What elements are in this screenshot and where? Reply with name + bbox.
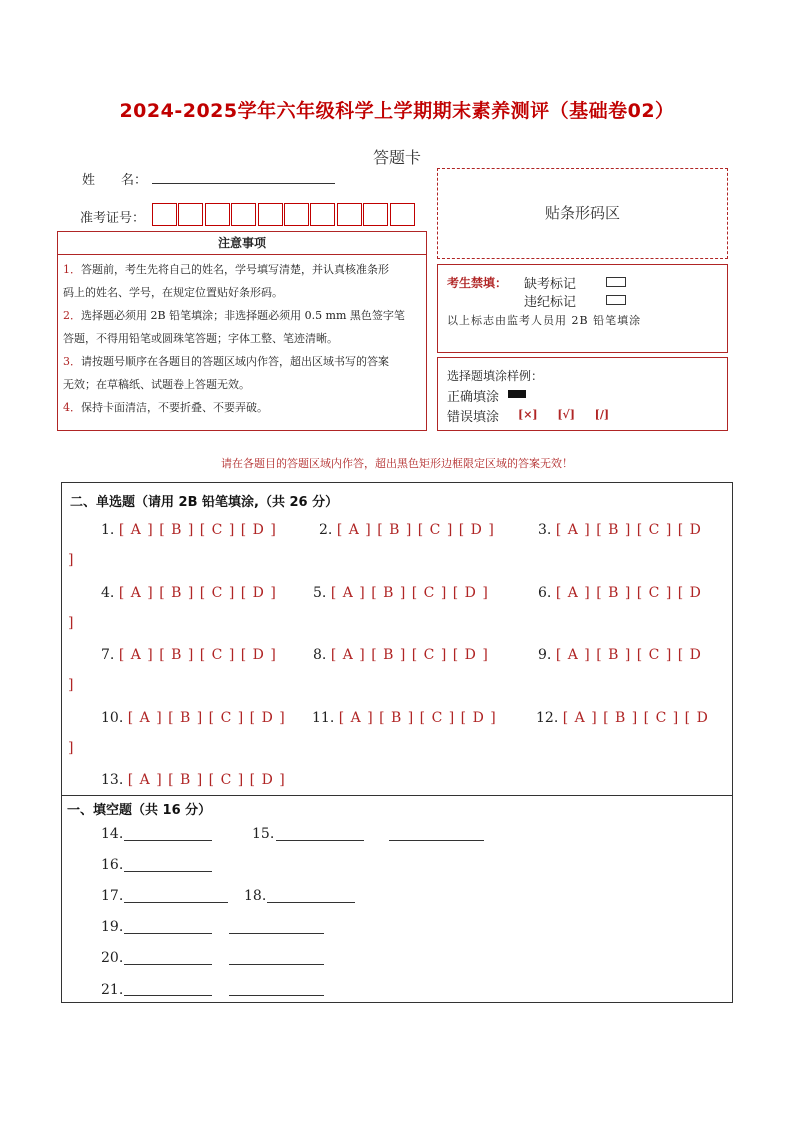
fill-number: 16. (101, 857, 124, 873)
answer-area (61, 482, 733, 1003)
name-label: 姓 名： (82, 173, 148, 188)
violation-label: 违纪标记 (524, 295, 577, 310)
fill-number: 20. (101, 950, 124, 966)
wrong-mark-x: [×] (518, 408, 538, 421)
choice-question[interactable]: 11. [ A ] [ B ] [ C ] [ D ] (312, 710, 497, 726)
choice-question[interactable]: 2. [ A ] [ B ] [ C ] [ D ] (319, 522, 495, 538)
student-id-boxes[interactable] (152, 203, 416, 226)
wrong-marks (518, 408, 609, 421)
fill-blank[interactable] (124, 995, 212, 996)
correct-label: 正确填涂 (447, 390, 500, 405)
fill-section-title: 一、填空题（共 16 分） (67, 803, 212, 818)
choice-question[interactable]: 10. [ A ] [ B ] [ C ] [ D ] (101, 710, 286, 726)
fill-number: 17. (101, 888, 124, 904)
id-digit-box[interactable] (337, 203, 362, 226)
note-item-cont: 无效；在草稿纸、试题卷上答题无效。 (63, 378, 250, 391)
fill-blank[interactable] (267, 902, 355, 903)
note-item-cont: 码上的姓名、学号，在规定位置贴好条形码。 (63, 286, 283, 299)
fill-blank[interactable] (229, 995, 324, 996)
choice-question[interactable]: 3. [ A ] [ B ] [ C ] [ D (538, 522, 702, 538)
choice-question[interactable]: 9. [ A ] [ B ] [ C ] [ D (538, 647, 702, 663)
wrong-mark-slash: [/] (594, 408, 610, 421)
choice-question[interactable]: 5. [ A ] [ B ] [ C ] [ D ] (313, 585, 489, 601)
id-digit-box[interactable] (231, 203, 256, 226)
id-digit-box[interactable] (390, 203, 415, 226)
notes-title: 注意事项 (58, 232, 426, 255)
id-label: 准考证号： (80, 211, 146, 226)
choice-question[interactable]: 4. [ A ] [ B ] [ C ] [ D ] (101, 585, 277, 601)
fill-blank[interactable] (124, 964, 212, 965)
fill-blank[interactable] (229, 964, 324, 965)
note-item: 4．保持卡面清洁，不要折叠、不要弄破。 (63, 401, 268, 414)
note-item: 2．选择题必须用 2B 铅笔填涂；非选择题必须用 0.5 mm 黑色签字笔 (63, 309, 405, 322)
id-digit-box[interactable] (205, 203, 230, 226)
correct-fill-sample (508, 390, 526, 398)
id-digit-box[interactable] (363, 203, 388, 226)
notes-box (57, 231, 427, 431)
wrong-label: 错误填涂 (447, 410, 500, 425)
fill-blank[interactable] (124, 933, 212, 934)
barcode-label: 贴条形码区 (544, 204, 620, 222)
wrap-bracket: ] (68, 615, 74, 631)
fill-number: 15. (252, 826, 275, 842)
fill-blank[interactable] (124, 902, 228, 903)
fill-number: 21. (101, 982, 124, 998)
fill-blank[interactable] (124, 840, 212, 841)
violation-mark[interactable] (606, 295, 626, 305)
absent-label: 缺考标记 (524, 277, 577, 292)
wrap-bracket: ] (68, 677, 74, 693)
fill-blank[interactable] (229, 933, 324, 934)
absent-mark[interactable] (606, 277, 626, 287)
id-digit-box[interactable] (258, 203, 283, 226)
choice-question[interactable]: 12. [ A ] [ B ] [ C ] [ D (536, 710, 709, 726)
id-digit-box[interactable] (178, 203, 203, 226)
answer-card-label: 答题卡 (372, 148, 421, 167)
id-digit-box[interactable] (284, 203, 309, 226)
warning-text: 请在各题目的答题区域内作答，超出黑色矩形边框限定区域的答案无效！ (221, 457, 573, 470)
note-item: 1．答题前，考生先将自己的姓名，学号填写清楚，并认真核准条形 (63, 263, 389, 276)
wrong-mark-check: [√] (557, 408, 575, 421)
forbidden-label: 考生禁填： (447, 276, 508, 290)
forbidden-box (437, 264, 728, 353)
wrap-bracket: ] (68, 552, 74, 568)
fill-blank[interactable] (389, 840, 484, 841)
fill-number: 18. (244, 888, 267, 904)
name-field[interactable] (152, 168, 335, 184)
barcode-area (437, 168, 728, 259)
forbidden-note: 以上标志由监考人员用 2B 铅笔填涂 (447, 314, 642, 327)
page-title: 2024-2025学年六年级科学上学期期末素养测评（基础卷02） (119, 100, 675, 122)
id-digit-box[interactable] (152, 203, 177, 226)
section-divider (61, 795, 733, 796)
sample-box (437, 357, 728, 431)
wrap-bracket: ] (68, 740, 74, 756)
fill-number: 14. (101, 826, 124, 842)
choice-question[interactable]: 6. [ A ] [ B ] [ C ] [ D (538, 585, 702, 601)
note-item-cont: 答题，不得用铅笔或圆珠笔答题；字体工整、笔迹清晰。 (63, 332, 338, 345)
choice-section-title: 二、单选题（请用 2B 铅笔填涂,（共 26 分） (70, 495, 339, 510)
id-digit-box[interactable] (310, 203, 335, 226)
fill-blank[interactable] (124, 871, 212, 872)
choice-question[interactable]: 8. [ A ] [ B ] [ C ] [ D ] (313, 647, 489, 663)
choice-question[interactable]: 1. [ A ] [ B ] [ C ] [ D ] (101, 522, 277, 538)
choice-question[interactable]: 7. [ A ] [ B ] [ C ] [ D ] (101, 647, 277, 663)
fill-blank[interactable] (276, 840, 364, 841)
choice-question[interactable]: 13. [ A ] [ B ] [ C ] [ D ] (101, 772, 286, 788)
sample-title: 选择题填涂样例： (447, 369, 544, 383)
note-item: 3．请按题号顺序在各题目的答题区域内作答，超出区域书写的答案 (63, 355, 389, 368)
fill-number: 19. (101, 919, 124, 935)
